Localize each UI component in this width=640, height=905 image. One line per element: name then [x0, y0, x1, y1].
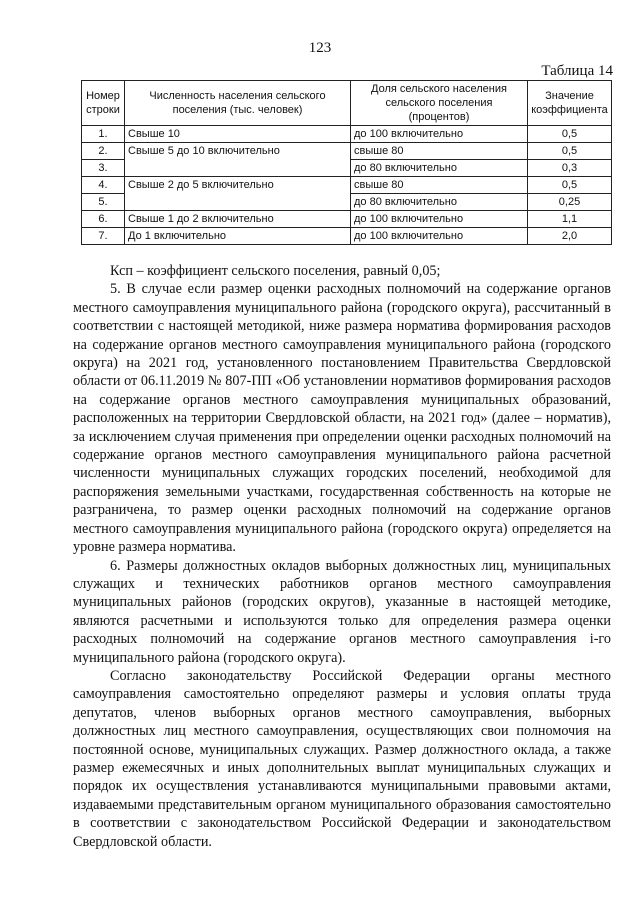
- coefficient-cell: 0,3: [528, 160, 612, 177]
- coefficient-cell: 2,0: [528, 228, 612, 245]
- population-cell: До 1 включительно: [125, 228, 351, 245]
- share-cell: свыше 80: [351, 143, 528, 160]
- share-cell: до 80 включительно: [351, 160, 528, 177]
- table-row: [82, 143, 612, 160]
- coefficient-cell: 0,5: [528, 177, 612, 194]
- paragraph-6: 6. Размеры должностных окладов выборных должностных лиц, муниципальных служащих и технических работников органов местного самоуправления муниципальных районов (городских округов), указанные в настоящей методике, являются расчетными и используются только для определения размера оценки расходных полномочий на содержание органов местного самоуправления i-го муниципального района (городского округа).: [73, 557, 611, 666]
- table-row: [82, 211, 612, 228]
- paragraph-5: 5. В случае если размер оценки расходных полномочий на содержание органов местного самоуправления муниципального района (городского округа), рассчитанный в соответствии с настоящей методикой, ниже размера норматива формирования расходов на содержание органов местного самоуправления муниципального района (городского округа) на 2021 год, установленного постановлением Правительства Свердловской области от 06.11.2019 № 807-ПП «Об установлении нормативов формирования расходов на содержание органов местного самоуправления муниципальных образований, расположенных на территории Свердловской области, на 2021 год» (далее – норматив), за исключением случая применения при определении оценки расходных полномочий на содержание органов местного самоуправления муниципального района расчетной численности муниципальных служащих городских поселений, необходимой для распоряжения земельными участками, государственная собственность на которые не разграничена, то размер оценки расходных полномочий на содержание органов местного самоуправления муниципального района (городского округа) определяется на уровне размера норматива.: [73, 281, 611, 556]
- table-row: [82, 177, 612, 194]
- table-row: [82, 126, 612, 143]
- share-cell: свыше 80: [351, 177, 528, 194]
- header-share: Доля сельского населения сельского поселения (процентов): [351, 81, 528, 126]
- population-cell: Свыше 5 до 10 включительно: [125, 143, 351, 177]
- header-row-number: Номер строки: [82, 81, 125, 126]
- share-cell: до 100 включительно: [351, 211, 528, 228]
- ksp-definition: Ксп – коэффициент сельского поселения, равный 0,05;: [110, 263, 441, 279]
- row-number: 3.: [82, 160, 125, 177]
- population-cell: Свыше 10: [125, 126, 351, 143]
- coefficient-table: [81, 80, 612, 245]
- document-body: [73, 262, 611, 851]
- row-number: 7.: [82, 228, 125, 245]
- header-population: Численность населения сельского поселения (тыс. человек): [125, 81, 351, 126]
- coefficient-cell: 0,5: [528, 143, 612, 160]
- table-header-row: [82, 81, 612, 126]
- page-number: 123: [308, 40, 332, 56]
- row-number: 6.: [82, 211, 125, 228]
- table-row: [82, 228, 612, 245]
- share-cell: до 80 включительно: [351, 194, 528, 211]
- table-caption: Таблица 14: [541, 63, 613, 79]
- population-cell: Свыше 1 до 2 включительно: [125, 211, 351, 228]
- share-cell: до 100 включительно: [351, 126, 528, 143]
- row-number: 5.: [82, 194, 125, 211]
- row-number: 4.: [82, 177, 125, 194]
- paragraph-7: Согласно законодательству Российской Федерации органы местного самоуправления самостоятельно определяют размеры и условия оплаты труда депутатов, членов выборных органов местного самоуправления, выборных должностных лиц местного самоуправления, осуществляющих свои полномочия на постоянной основе, муниципальных служащих. Размер должностного оклада, а также размер ежемесячных и иных дополнительных выплат муниципальных служащих и порядок их осуществления устанавливаются муниципальными правовыми актами, издаваемыми представительным органом муниципального образования самостоятельно в соответствии с законодательством Российской Федерации и законодательством Свердловской области.: [73, 667, 611, 850]
- coefficient-cell: 0,5: [528, 126, 612, 143]
- coefficient-cell: 1,1: [528, 211, 612, 228]
- header-coefficient: Значение коэффициента: [528, 81, 612, 126]
- row-number: 2.: [82, 143, 125, 160]
- row-number: 1.: [82, 126, 125, 143]
- population-cell: Свыше 2 до 5 включительно: [125, 177, 351, 211]
- coefficient-cell: 0,25: [528, 194, 612, 211]
- share-cell: до 100 включительно: [351, 228, 528, 245]
